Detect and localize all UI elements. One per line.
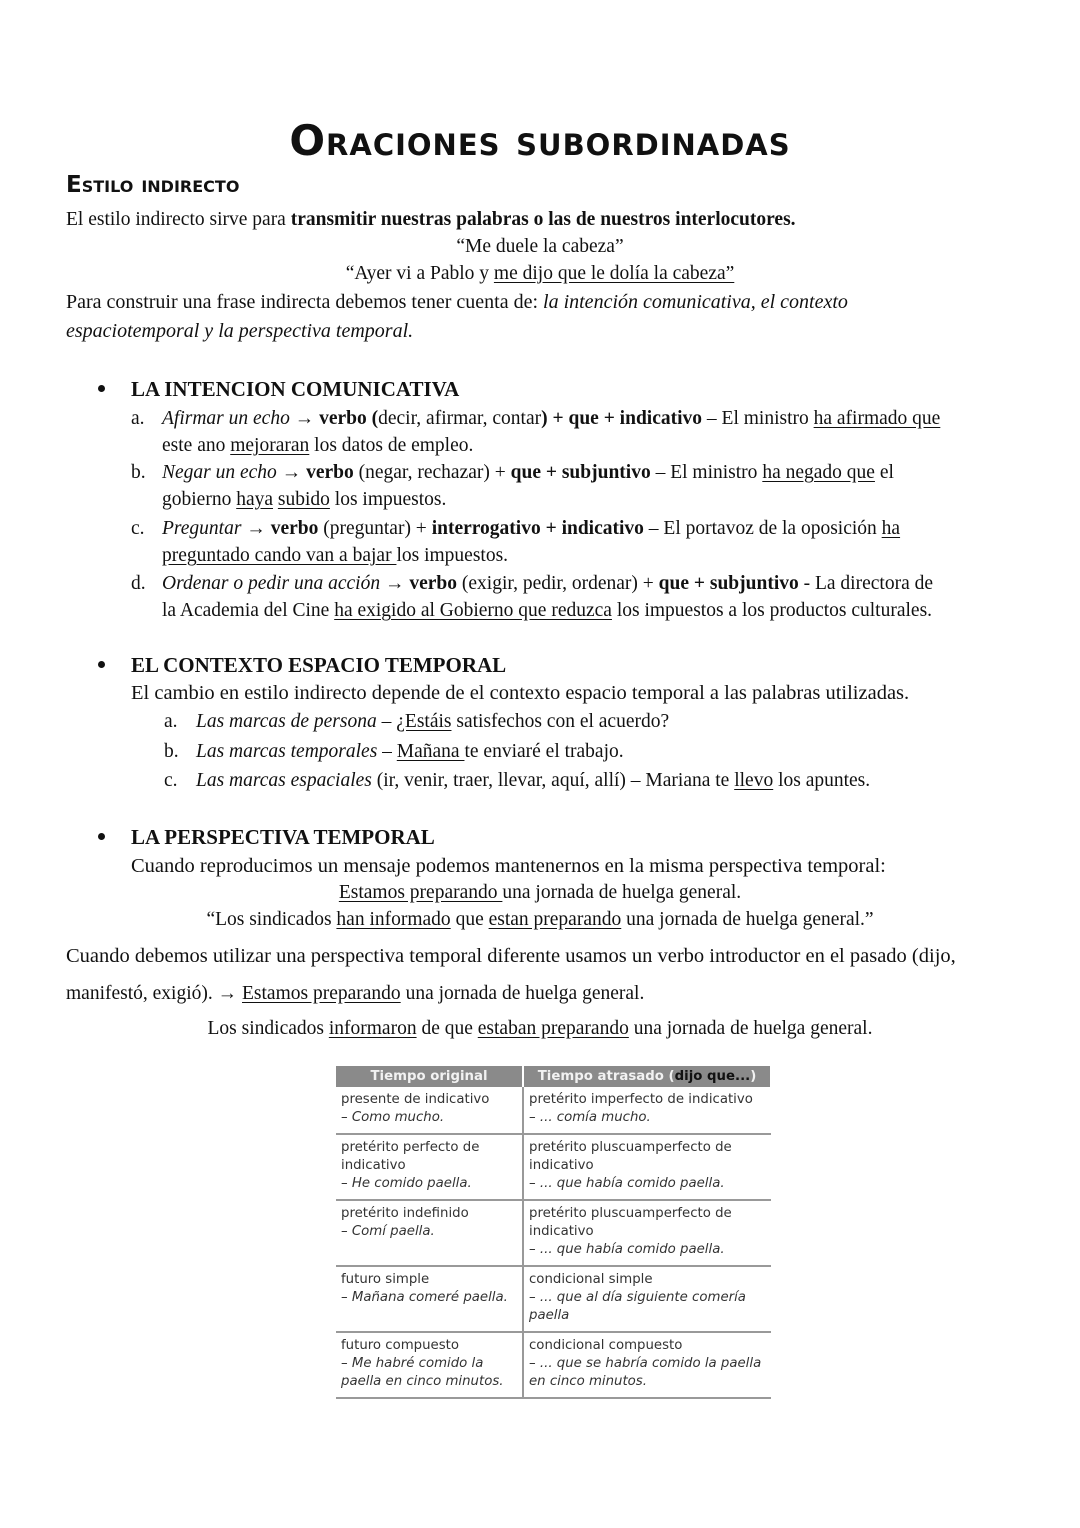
intro-line <box>66 290 848 314</box>
intro-line <box>66 208 796 232</box>
text-segment: Estamos preparando <box>338 882 503 903</box>
section-heading: LA PERSPECTIVA TEMPORAL <box>131 825 435 849</box>
text-segment: → <box>276 462 307 483</box>
text-segment: transmitir nuestras palabras o las de nuestros interlocutores. <box>290 209 796 230</box>
text-segment: (exigir, pedir, ordenar) + <box>457 573 659 594</box>
text-segment: estaban preparando <box>477 1018 629 1039</box>
tense-example: – ... que al día siguiente comería paella <box>529 1290 746 1323</box>
text-segment: - La directora de <box>798 573 934 594</box>
text-segment: estan preparando <box>488 909 622 930</box>
table-cell <box>523 1266 771 1332</box>
text-segment: han informado <box>336 909 451 930</box>
table-row <box>336 1087 771 1134</box>
text-segment: una jornada de huelga general. <box>400 983 645 1004</box>
text-segment: (negar, rechazar) + <box>353 462 511 483</box>
text-segment: Afirmar un echo <box>162 408 290 429</box>
text-segment: El cambio en estilo indirecto depende de el contexto espacio temporal a las palabras utilizadas. <box>131 682 910 704</box>
list-marker: a. <box>131 408 145 429</box>
tense-name: pretérito perfecto de indicativo <box>341 1140 480 1173</box>
list-item <box>196 769 870 793</box>
list-item <box>162 544 508 568</box>
text-segment: – El ministro <box>650 462 763 483</box>
text-segment: Cuando reproducimos un mensaje podemos mantenernos en la misma perspectiva temporal: <box>131 855 886 877</box>
tense-name: futuro compuesto <box>341 1338 460 1353</box>
text-segment: Negar un echo <box>162 462 277 483</box>
tense-table <box>336 1066 772 1399</box>
text-segment: manifestó, exigió). → <box>66 983 243 1004</box>
text-segment: ha <box>881 518 901 539</box>
header-original: Tiempo original <box>336 1066 523 1087</box>
tense-example: – Comí paella. <box>341 1224 435 1239</box>
text-segment: ¿Estáis <box>396 711 452 732</box>
list-item <box>196 710 669 734</box>
tense-example: – ... que había comido paella. <box>529 1176 725 1191</box>
tense-example: – Como mucho. <box>341 1110 445 1125</box>
text-segment: (preguntar) + <box>318 518 432 539</box>
table-row <box>336 1332 771 1398</box>
text-segment: me dijo que le dolía la cabeza” <box>493 263 735 284</box>
text-segment: que + subjuntivo <box>658 573 799 594</box>
text-segment: El estilo indirecto sirve para <box>66 209 291 230</box>
list-item <box>162 517 900 541</box>
text-segment: – El ministro <box>702 408 814 429</box>
tense-example: – He comido paella. <box>341 1176 472 1191</box>
intro-line <box>66 319 413 343</box>
section-text <box>131 854 886 878</box>
tense-name: futuro simple <box>341 1272 430 1287</box>
section-heading: EL CONTEXTO ESPACIO TEMPORAL <box>131 653 507 677</box>
list-item <box>162 461 894 485</box>
section-text <box>131 681 909 705</box>
text-segment: → <box>380 573 410 594</box>
tense-example: – ... que había comido paella. <box>529 1242 725 1257</box>
list-item <box>162 572 933 596</box>
text-segment: que <box>450 909 489 930</box>
text-segment: Ordenar o pedir una acción <box>162 573 381 594</box>
tense-name: condicional simple <box>529 1272 653 1287</box>
text-segment: Los sindicados <box>207 1018 329 1039</box>
text-segment: “Me duele la cabeza” <box>456 236 624 257</box>
tense-example: – ... que se habría comido la paella en cinco minutos. <box>529 1356 762 1389</box>
text-segment: interrogativo + indicativo <box>431 518 644 539</box>
table-cell <box>523 1200 771 1266</box>
text-segment: los impuestos. <box>329 489 447 510</box>
tense-example: – Me habré comido la paella en cinco minutos. <box>341 1356 504 1389</box>
section-heading: LA INTENCION COMUNICATIVA <box>131 377 460 401</box>
text-segment: Cuando debemos utilizar una perspectiva temporal diferente usamos un verbo introductor en el pasado (dijo, <box>66 945 956 967</box>
text-segment: mejoraran <box>230 435 310 456</box>
text-segment: la Academia del Cine <box>162 600 335 621</box>
text-segment: → <box>289 408 320 429</box>
tense-name: pretérito indefinido <box>341 1206 469 1221</box>
text-segment: una jornada de huelga general. <box>502 882 742 903</box>
list-marker: c. <box>164 770 178 791</box>
text-segment: “Ayer vi a Pablo y <box>345 263 494 284</box>
text-segment: ha negado que <box>762 462 875 483</box>
table-cell <box>523 1087 771 1134</box>
text-segment: verbo <box>409 573 457 594</box>
bullet-icon <box>98 833 105 840</box>
example-line <box>0 881 1080 905</box>
text-segment: verbo <box>306 462 354 483</box>
section-subtitle: Estilo indirecto <box>66 172 240 198</box>
text-segment: ha afirmado que <box>813 408 941 429</box>
tense-name: pretérito pluscuamperfecto de indicativo <box>529 1206 732 1239</box>
example-line <box>0 1017 1080 1041</box>
example-quote <box>0 235 1080 259</box>
text-segment: Las marcas espaciales <box>196 770 372 791</box>
text-segment: gobierno <box>162 489 237 510</box>
header-atrasado: Tiempo atrasado (dijo que...) <box>523 1066 771 1087</box>
example-quote <box>0 262 1080 286</box>
tense-name: pretérito pluscuamperfecto de indicativo <box>529 1140 732 1173</box>
text-segment: (ir, venir, traer, llevar, aquí, allí) – Mariana te <box>371 770 735 791</box>
text-segment: “Los sindicados <box>206 909 337 930</box>
text-segment: – <box>377 741 397 762</box>
text-segment: una jornada de huelga general. <box>628 1018 873 1039</box>
table-cell <box>336 1087 523 1134</box>
text-segment: espaciotemporal y la perspectiva temporal. <box>66 320 414 342</box>
table-row <box>336 1134 771 1200</box>
text-segment: verbo <box>270 518 319 539</box>
text-segment: Para construir una frase indirecta debemos tener cuenta de: <box>66 291 544 313</box>
bullet-icon <box>98 385 105 392</box>
text-segment: decir, afirmar, contar <box>378 408 542 429</box>
text-segment: subido <box>277 489 330 510</box>
list-marker: c. <box>131 518 145 539</box>
text-segment: el <box>874 462 894 483</box>
example-line <box>0 908 1080 932</box>
text-segment: preguntado cando van a bajar <box>162 545 397 566</box>
table-row <box>336 1200 771 1266</box>
text-segment: la intención comunicativa, el contexto <box>543 291 848 313</box>
text-segment: Preguntar <box>162 518 242 539</box>
text-segment: de que <box>416 1018 478 1039</box>
text-segment: – <box>376 711 397 732</box>
list-marker: a. <box>164 711 178 732</box>
bullet-icon <box>98 661 105 668</box>
section-text <box>66 944 956 968</box>
text-segment: te enviaré el trabajo. <box>464 741 624 762</box>
text-segment: los apuntes. <box>773 770 871 791</box>
tense-name: condicional compuesto <box>529 1338 683 1353</box>
text-segment: ) + que + indicativo <box>541 408 703 429</box>
text-segment: Mañana <box>396 741 465 762</box>
table-cell <box>523 1134 771 1200</box>
list-item <box>162 434 473 458</box>
list-item <box>162 407 940 431</box>
tense-name: presente de indicativo <box>341 1092 490 1107</box>
list-item <box>162 599 932 623</box>
list-item <box>162 488 446 512</box>
text-segment: ha exigido al Gobierno que reduzca <box>334 600 612 621</box>
tense-name: pretérito imperfecto de indicativo <box>529 1092 753 1107</box>
text-segment: Las marcas temporales <box>196 741 378 762</box>
text-segment: – El portavoz de la oposición <box>643 518 882 539</box>
table-cell <box>336 1332 523 1398</box>
table-cell <box>336 1266 523 1332</box>
tense-example: – Mañana comeré paella. <box>341 1290 508 1305</box>
list-item <box>196 740 624 764</box>
text-segment: Las marcas de persona <box>196 711 377 732</box>
list-marker: b. <box>131 462 146 483</box>
page-title: Oraciones subordinadas <box>289 116 791 165</box>
table-row <box>336 1266 771 1332</box>
table-cell <box>523 1332 771 1398</box>
list-marker: b. <box>164 741 179 762</box>
text-segment: satisfechos con el acuerdo? <box>451 711 670 732</box>
table-cell <box>336 1200 523 1266</box>
text-segment: los impuestos a los productos culturales. <box>611 600 933 621</box>
text-segment: los datos de empleo. <box>309 435 474 456</box>
section-text <box>66 982 644 1006</box>
list-marker: d. <box>131 573 146 594</box>
text-segment: llevo <box>734 770 774 791</box>
tense-example: – ... comía mucho. <box>529 1110 651 1125</box>
text-segment: este ano <box>162 435 231 456</box>
text-segment: una jornada de huelga general.” <box>621 909 874 930</box>
text-segment: verbo ( <box>319 408 379 429</box>
text-segment: → <box>241 518 271 539</box>
table-cell <box>336 1134 523 1200</box>
text-segment: informaron <box>328 1018 417 1039</box>
text-segment: Estamos preparando <box>242 983 401 1004</box>
text-segment: los impuestos. <box>396 545 509 566</box>
text-segment: que + subjuntivo <box>510 462 651 483</box>
text-segment: haya <box>236 489 274 510</box>
